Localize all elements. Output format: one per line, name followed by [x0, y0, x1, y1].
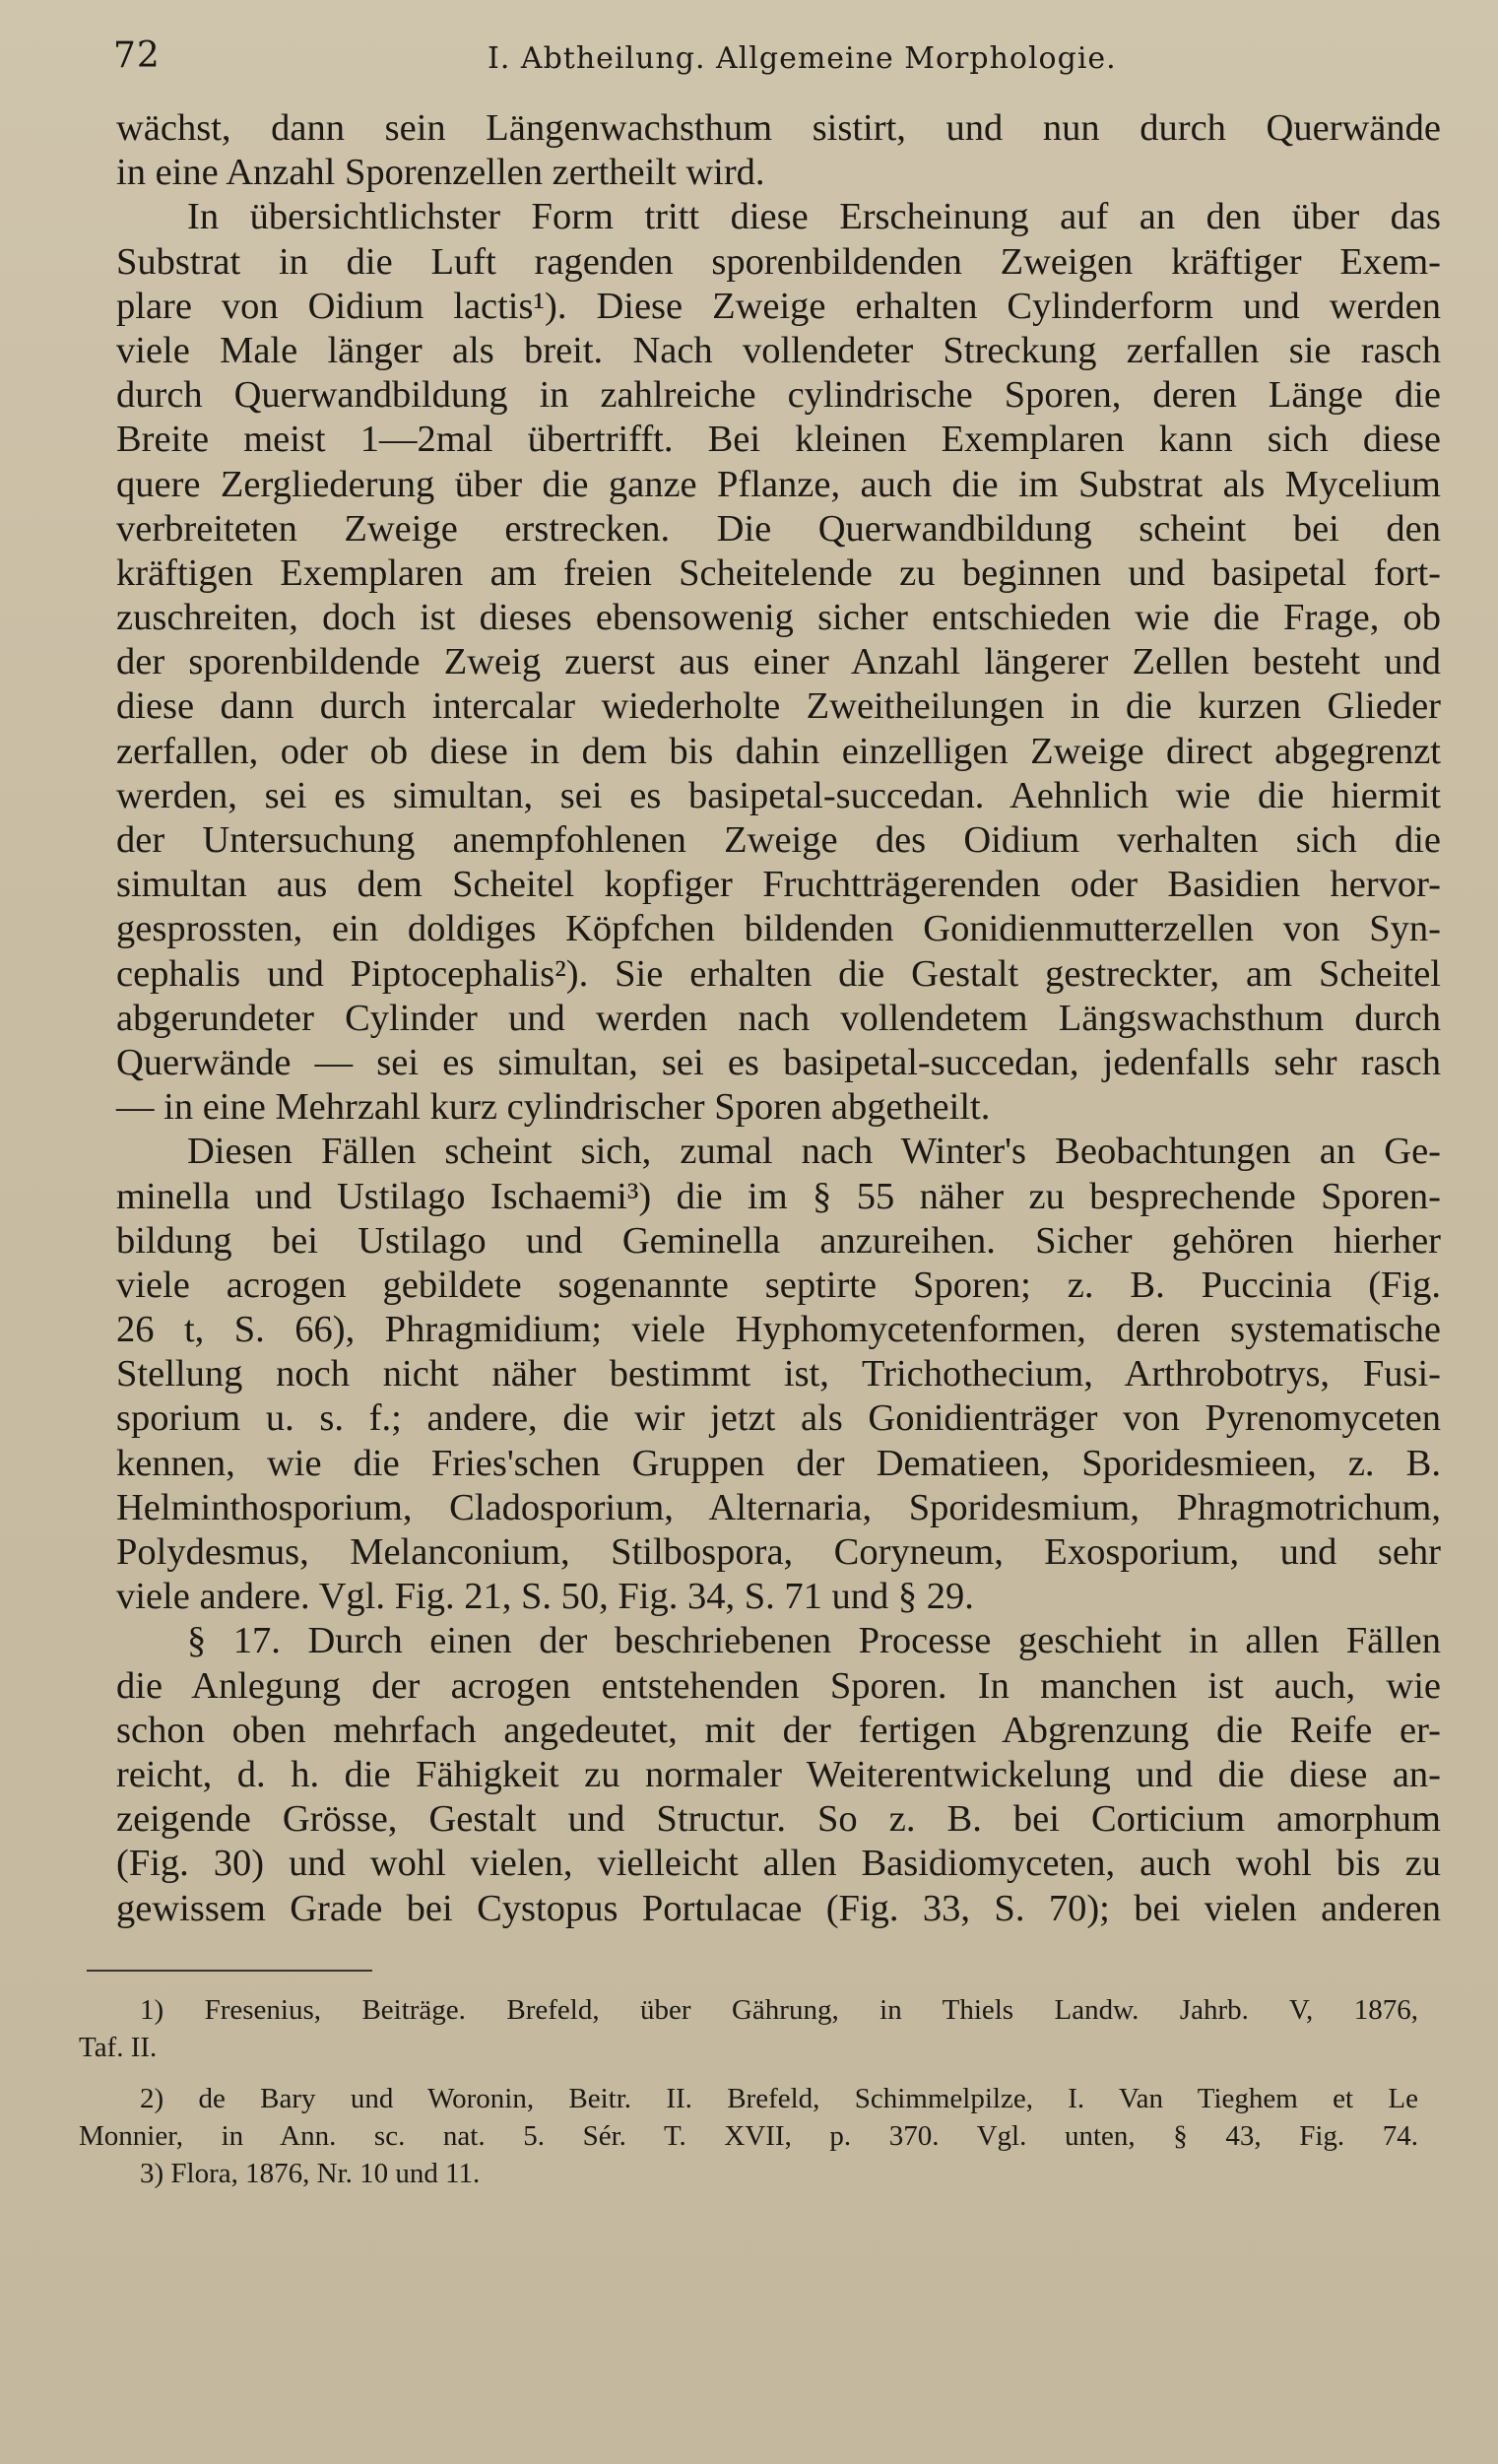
text-line: bildung bei Ustilago und Geminella anzureihen. Sicher gehören hierher	[116, 1219, 1441, 1262]
text-line: gesprossten, ein doldiges Köpfchen bildenden Gonidienmutterzellen von Syn-	[116, 908, 1441, 950]
footnotes	[79, 1991, 1418, 2192]
text-line: durch Querwandbildung in zahlreiche cylindrische Sporen, deren Länge die	[116, 374, 1441, 417]
text-line: viele acrogen gebildete sogenannte septirte Sporen; z. B. Puccinia (Fig.	[116, 1264, 1441, 1306]
text-line: gewissem Grade bei Cystopus Portulacae (Fig. 33, S. 70); bei vielen anderen	[116, 1887, 1441, 1929]
text-line: Substrat in die Luft ragenden sporenbildenden Zweigen kräftiger Exem-	[116, 240, 1441, 283]
text-line: (Fig. 30) und wohl vielen, vielleicht allen Basidiomyceten, auch wohl bis zu	[116, 1843, 1441, 1885]
text-line: abgerundeter Cylinder und werden nach vollendetem Längswachsthum durch	[116, 997, 1441, 1039]
text-line: viele andere. Vgl. Fig. 21, S. 50, Fig. 34, S. 71 und § 29.	[116, 1576, 974, 1618]
text-line: zerfallen, oder ob diese in dem bis dahin einzelligen Zweige direct abgegrenzt	[116, 730, 1441, 772]
text-line: Helminthosporium, Cladosporium, Alternaria, Sporidesmium, Phragmotrichum,	[116, 1486, 1441, 1528]
text-line: quere Zergliederung über die ganze Pflanze, auch die im Substrat als Mycelium	[116, 463, 1441, 505]
footnote-line: 2) de Bary und Woronin, Beitr. II. Brefeld, Schimmelpilze, I. Van Tieghem et Le	[140, 2083, 1418, 2114]
text-line: — in eine Mehrzahl kurz cylindrischer Sporen abgetheilt.	[116, 1086, 991, 1129]
footnote-rule	[87, 1970, 372, 1972]
text-line: Diesen Fällen scheint sich, zumal nach Winter's Beobachtungen an Ge-	[187, 1131, 1441, 1173]
text-line: reicht, d. h. die Fähigkeit zu normaler Weiterentwickelung und die diese an-	[116, 1753, 1441, 1795]
text-line: minella und Ustilago Ischaemi³) die im § 55 näher zu besprechende Sporen-	[116, 1175, 1441, 1217]
text-line: der Untersuchung anempfohlenen Zweige des Oidium verhalten sich die	[116, 819, 1441, 861]
text-line: der sporenbildende Zweig zuerst aus einer Anzahl längerer Zellen besteht und	[116, 641, 1441, 683]
text-line: zeigende Grösse, Gestalt und Structur. So z. B. bei Corticium amorphum	[116, 1798, 1441, 1841]
text-line: kennen, wie die Fries'schen Gruppen der Dematieen, Sporidesmieen, z. B.	[116, 1442, 1441, 1484]
text-line: werden, sei es simultan, sei es basipetal-succedan. Aehnlich wie die hiermit	[116, 774, 1441, 816]
text-line: cephalis und Piptocephalis²). Sie erhalten die Gestalt gestreckter, am Scheitel	[116, 952, 1441, 995]
body-text	[116, 106, 1441, 1931]
text-line: 26 t, S. 66), Phragmidium; viele Hyphomycetenformen, deren systematische	[116, 1309, 1441, 1351]
text-line: Polydesmus, Melanconium, Stilbospora, Coryneum, Exosporium, und sehr	[116, 1531, 1441, 1573]
running-head: I. Abtheilung. Allgemeine Morphologie.	[488, 41, 1117, 76]
text-line: In übersichtlichster Form tritt diese Erscheinung auf an den über das	[187, 196, 1441, 238]
footnote-line: 1) Fresenius, Beiträge. Brefeld, über Gährung, in Thiels Landw. Jahrb. V, 1876,	[140, 1994, 1418, 2026]
footnote-line: Taf. II.	[79, 2032, 158, 2063]
text-line: zuschreiten, doch ist dieses ebensowenig sicher entschieden wie die Frage, ob	[116, 597, 1441, 639]
text-line: die Anlegung der acrogen entstehenden Sporen. In manchen ist auch, wie	[116, 1664, 1441, 1707]
text-line: viele Male länger als breit. Nach vollendeter Streckung zerfallen sie rasch	[116, 329, 1441, 371]
text-line: wächst, dann sein Längenwachsthum sistirt, und nun durch Querwände	[116, 107, 1441, 149]
text-line: plare von Oidium lactis¹). Diese Zweige erhalten Cylinderform und werden	[116, 285, 1441, 327]
text-line: sporium u. s. f.; andere, die wir jetzt als Gonidienträger von Pyrenomyceten	[116, 1397, 1441, 1440]
text-line: verbreiteten Zweige erstrecken. Die Querwandbildung scheint bei den	[116, 507, 1441, 550]
page-number: 72	[113, 35, 161, 76]
text-line: diese dann durch intercalar wiederholte Zweitheilungen in die kurzen Glieder	[116, 685, 1441, 728]
text-line: § 17. Durch einen der beschriebenen Processe geschieht in allen Fällen	[187, 1620, 1441, 1662]
text-line: Querwände — sei es simultan, sei es basipetal-succedan, jedenfalls sehr rasch	[116, 1041, 1441, 1083]
page-header	[113, 30, 1438, 89]
text-line: schon oben mehrfach angedeutet, mit der fertigen Abgrenzung die Reife er-	[116, 1709, 1441, 1751]
footnote-line: 3) Flora, 1876, Nr. 10 und 11.	[140, 2158, 481, 2189]
text-line: in eine Anzahl Sporenzellen zertheilt wird.	[116, 152, 765, 194]
footnote-line: Monnier, in Ann. sc. nat. 5. Sér. T. XVII, p. 370. Vgl. unten, § 43, Fig. 74.	[79, 2120, 1418, 2152]
text-line: kräftigen Exemplaren am freien Scheitelende zu beginnen und basipetal fort-	[116, 551, 1441, 594]
text-line: Stellung noch nicht näher bestimmt ist, Trichothecium, Arthrobotrys, Fusi-	[116, 1353, 1441, 1395]
text-line: simultan aus dem Scheitel kopfiger Fruchtträgerenden oder Basidien hervor-	[116, 864, 1441, 906]
text-line: Breite meist 1—2mal übertrifft. Bei kleinen Exemplaren kann sich diese	[116, 419, 1441, 461]
